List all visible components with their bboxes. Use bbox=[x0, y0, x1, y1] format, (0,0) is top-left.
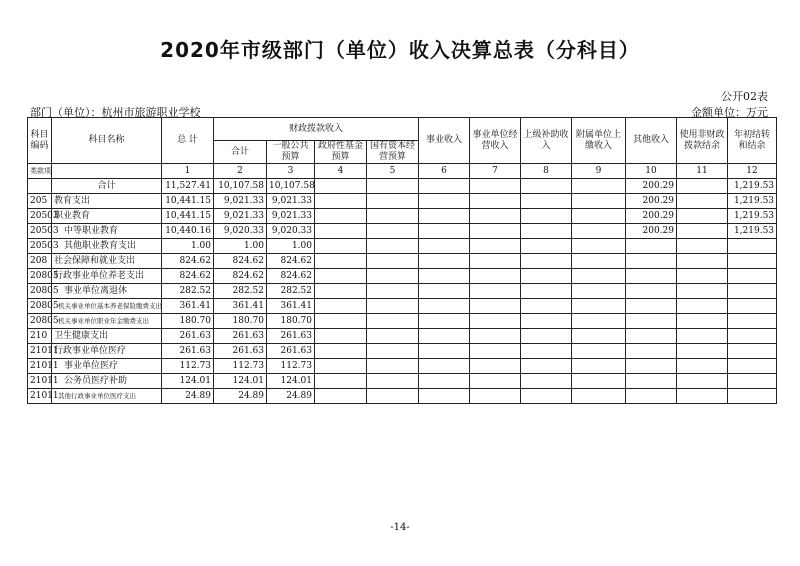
amount-unit-label: 金额单位：万元 bbox=[691, 106, 768, 119]
row-fiscal-subtotal: 124.01 bbox=[214, 374, 267, 389]
department-label: 部门（单位）：杭州市旅游职业学校 bbox=[30, 106, 201, 119]
table-row bbox=[28, 284, 777, 299]
row-general-budget: 24.89 bbox=[267, 389, 315, 404]
row-general-budget: 824.62 bbox=[267, 269, 315, 284]
col-number: 12 bbox=[728, 164, 777, 179]
col-number: 3 bbox=[267, 164, 315, 179]
header-subtotal: 合计 bbox=[214, 141, 267, 164]
row-general-budget: 824.62 bbox=[267, 254, 315, 269]
table-row bbox=[28, 239, 777, 254]
col-number: 11 bbox=[677, 164, 728, 179]
header-name: 科目名称 bbox=[52, 118, 162, 164]
row-code: 208 bbox=[28, 254, 52, 269]
table-row bbox=[28, 224, 777, 239]
header-class-kuan-xiang: 类款项 bbox=[28, 164, 52, 179]
table-row bbox=[28, 209, 777, 224]
row-general-budget: 261.63 bbox=[267, 344, 315, 359]
table-row bbox=[28, 254, 777, 269]
row-total: 824.62 bbox=[162, 269, 214, 284]
row-total: 1.00 bbox=[162, 239, 214, 254]
row-code: 20805 bbox=[28, 269, 52, 284]
row-total: 11,527.41 bbox=[162, 179, 214, 194]
col-number: 9 bbox=[572, 164, 626, 179]
row-fiscal-subtotal: 10,107.58 bbox=[214, 179, 267, 194]
table-row bbox=[28, 299, 777, 314]
row-total: 10,441.15 bbox=[162, 209, 214, 224]
row-name: 行政事业单位医疗 bbox=[52, 344, 162, 359]
header-blank bbox=[52, 164, 162, 179]
row-general-budget: 10,107.58 bbox=[267, 179, 315, 194]
table-row bbox=[28, 359, 777, 374]
row-code bbox=[28, 179, 52, 194]
header-total: 总 计 bbox=[162, 118, 214, 164]
row-fiscal-subtotal: 112.73 bbox=[214, 359, 267, 374]
row-name: 其他行政事业单位医疗支出 bbox=[52, 389, 162, 404]
row-name: 事业单位医疗 bbox=[52, 359, 162, 374]
row-code: 20503 bbox=[28, 239, 52, 254]
row-name: 职业教育 bbox=[52, 209, 162, 224]
row-fiscal-subtotal: 9,021.33 bbox=[214, 194, 267, 209]
row-general-budget: 282.52 bbox=[267, 284, 315, 299]
col-number: 7 bbox=[470, 164, 521, 179]
col-number: 2 bbox=[214, 164, 267, 179]
row-total: 24.89 bbox=[162, 389, 214, 404]
table-row bbox=[28, 194, 777, 209]
col-number: 6 bbox=[419, 164, 470, 179]
col-number: 1 bbox=[162, 164, 214, 179]
row-general-budget: 9,021.33 bbox=[267, 209, 315, 224]
row-code: 210 bbox=[28, 329, 52, 344]
row-total: 282.52 bbox=[162, 284, 214, 299]
row-carryover-begin: 1,219.53 bbox=[728, 224, 777, 239]
row-code: 21011 bbox=[28, 359, 52, 374]
row-fiscal-subtotal: 261.63 bbox=[214, 329, 267, 344]
row-carryover-begin: 1,219.53 bbox=[728, 194, 777, 209]
row-fiscal-subtotal: 824.62 bbox=[214, 254, 267, 269]
row-other-income: 200.29 bbox=[626, 209, 677, 224]
row-other-income: 200.29 bbox=[626, 194, 677, 209]
row-code: 205 bbox=[28, 194, 52, 209]
col-number: 10 bbox=[626, 164, 677, 179]
page-number: -14- bbox=[390, 522, 410, 533]
row-name: 机关事业单位职业年金缴费支出 bbox=[52, 314, 162, 329]
col-number: 4 bbox=[315, 164, 367, 179]
row-name: 教育支出 bbox=[52, 194, 162, 209]
row-name: 合计 bbox=[52, 179, 162, 194]
row-code: 21011 bbox=[28, 344, 52, 359]
row-code: 20805 bbox=[28, 314, 52, 329]
row-name: 中等职业教育 bbox=[52, 224, 162, 239]
header-carryover-begin: 年初结转和结余 bbox=[728, 118, 777, 164]
form-code: 公开02表 bbox=[721, 90, 768, 103]
table-row-total bbox=[28, 179, 777, 194]
row-general-budget: 9,021.33 bbox=[267, 194, 315, 209]
row-general-budget: 361.41 bbox=[267, 299, 315, 314]
row-fiscal-subtotal: 9,020.33 bbox=[214, 224, 267, 239]
col-number: 8 bbox=[521, 164, 572, 179]
document-title: 2020年市级部门（单位）收入决算总表（分科目） bbox=[160, 38, 640, 62]
row-general-budget: 180.70 bbox=[267, 314, 315, 329]
row-code: 20503 bbox=[28, 209, 52, 224]
row-total: 10,441.15 bbox=[162, 194, 214, 209]
row-total: 124.01 bbox=[162, 374, 214, 389]
row-total: 10,440.16 bbox=[162, 224, 214, 239]
row-general-budget: 1.00 bbox=[267, 239, 315, 254]
row-total: 112.73 bbox=[162, 359, 214, 374]
row-fiscal-subtotal: 180.70 bbox=[214, 314, 267, 329]
row-total: 261.63 bbox=[162, 329, 214, 344]
header-gov-fund: 政府性基金预算 bbox=[315, 141, 367, 164]
table-row bbox=[28, 269, 777, 284]
row-name: 社会保障和就业支出 bbox=[52, 254, 162, 269]
income-table bbox=[27, 117, 777, 404]
row-fiscal-subtotal: 1.00 bbox=[214, 239, 267, 254]
row-general-budget: 124.01 bbox=[267, 374, 315, 389]
table-row bbox=[28, 344, 777, 359]
row-fiscal-subtotal: 9,021.33 bbox=[214, 209, 267, 224]
row-fiscal-subtotal: 24.89 bbox=[214, 389, 267, 404]
row-general-budget: 112.73 bbox=[267, 359, 315, 374]
row-name: 机关事业单位基本养老保险缴费支出 bbox=[52, 299, 162, 314]
table-row bbox=[28, 314, 777, 329]
header-nonfiscal-carryover: 使用非财政拨款结余 bbox=[677, 118, 728, 164]
row-total: 361.41 bbox=[162, 299, 214, 314]
row-total: 824.62 bbox=[162, 254, 214, 269]
header-fiscal-group: 财政拨款收入 bbox=[214, 118, 419, 141]
row-fiscal-subtotal: 282.52 bbox=[214, 284, 267, 299]
row-name: 卫生健康支出 bbox=[52, 329, 162, 344]
row-code: 20503 bbox=[28, 224, 52, 239]
header-other-income: 其他收入 bbox=[626, 118, 677, 164]
row-code: 21011 bbox=[28, 389, 52, 404]
row-fiscal-subtotal: 261.63 bbox=[214, 344, 267, 359]
row-name: 其他职业教育支出 bbox=[52, 239, 162, 254]
row-fiscal-subtotal: 361.41 bbox=[214, 299, 267, 314]
table-row bbox=[28, 389, 777, 404]
header-code: 科目编码 bbox=[28, 118, 52, 164]
row-total: 261.63 bbox=[162, 344, 214, 359]
header-general-budget: 一般公共预算 bbox=[267, 141, 315, 164]
header-state-capital: 国有资本经营预算 bbox=[367, 141, 419, 164]
header-affiliated-turnover: 附属单位上缴收入 bbox=[572, 118, 626, 164]
header-business-income: 事业收入 bbox=[419, 118, 470, 164]
row-total: 180.70 bbox=[162, 314, 214, 329]
row-fiscal-subtotal: 824.62 bbox=[214, 269, 267, 284]
table-row bbox=[28, 374, 777, 389]
row-other-income: 200.29 bbox=[626, 224, 677, 239]
row-carryover-begin: 1,219.53 bbox=[728, 179, 777, 194]
row-code: 21011 bbox=[28, 374, 52, 389]
row-general-budget: 9,020.33 bbox=[267, 224, 315, 239]
row-name: 事业单位离退休 bbox=[52, 284, 162, 299]
row-name: 行政事业单位养老支出 bbox=[52, 269, 162, 284]
row-code: 20805 bbox=[28, 284, 52, 299]
table-row bbox=[28, 329, 777, 344]
row-name: 公务员医疗补助 bbox=[52, 374, 162, 389]
header-operating-income: 事业单位经营收入 bbox=[470, 118, 521, 164]
row-code: 20805 bbox=[28, 299, 52, 314]
row-carryover-begin: 1,219.53 bbox=[728, 209, 777, 224]
row-general-budget: 261.63 bbox=[267, 329, 315, 344]
col-number: 5 bbox=[367, 164, 419, 179]
row-other-income: 200.29 bbox=[626, 179, 677, 194]
header-superior-subsidy: 上级补助收入 bbox=[521, 118, 572, 164]
